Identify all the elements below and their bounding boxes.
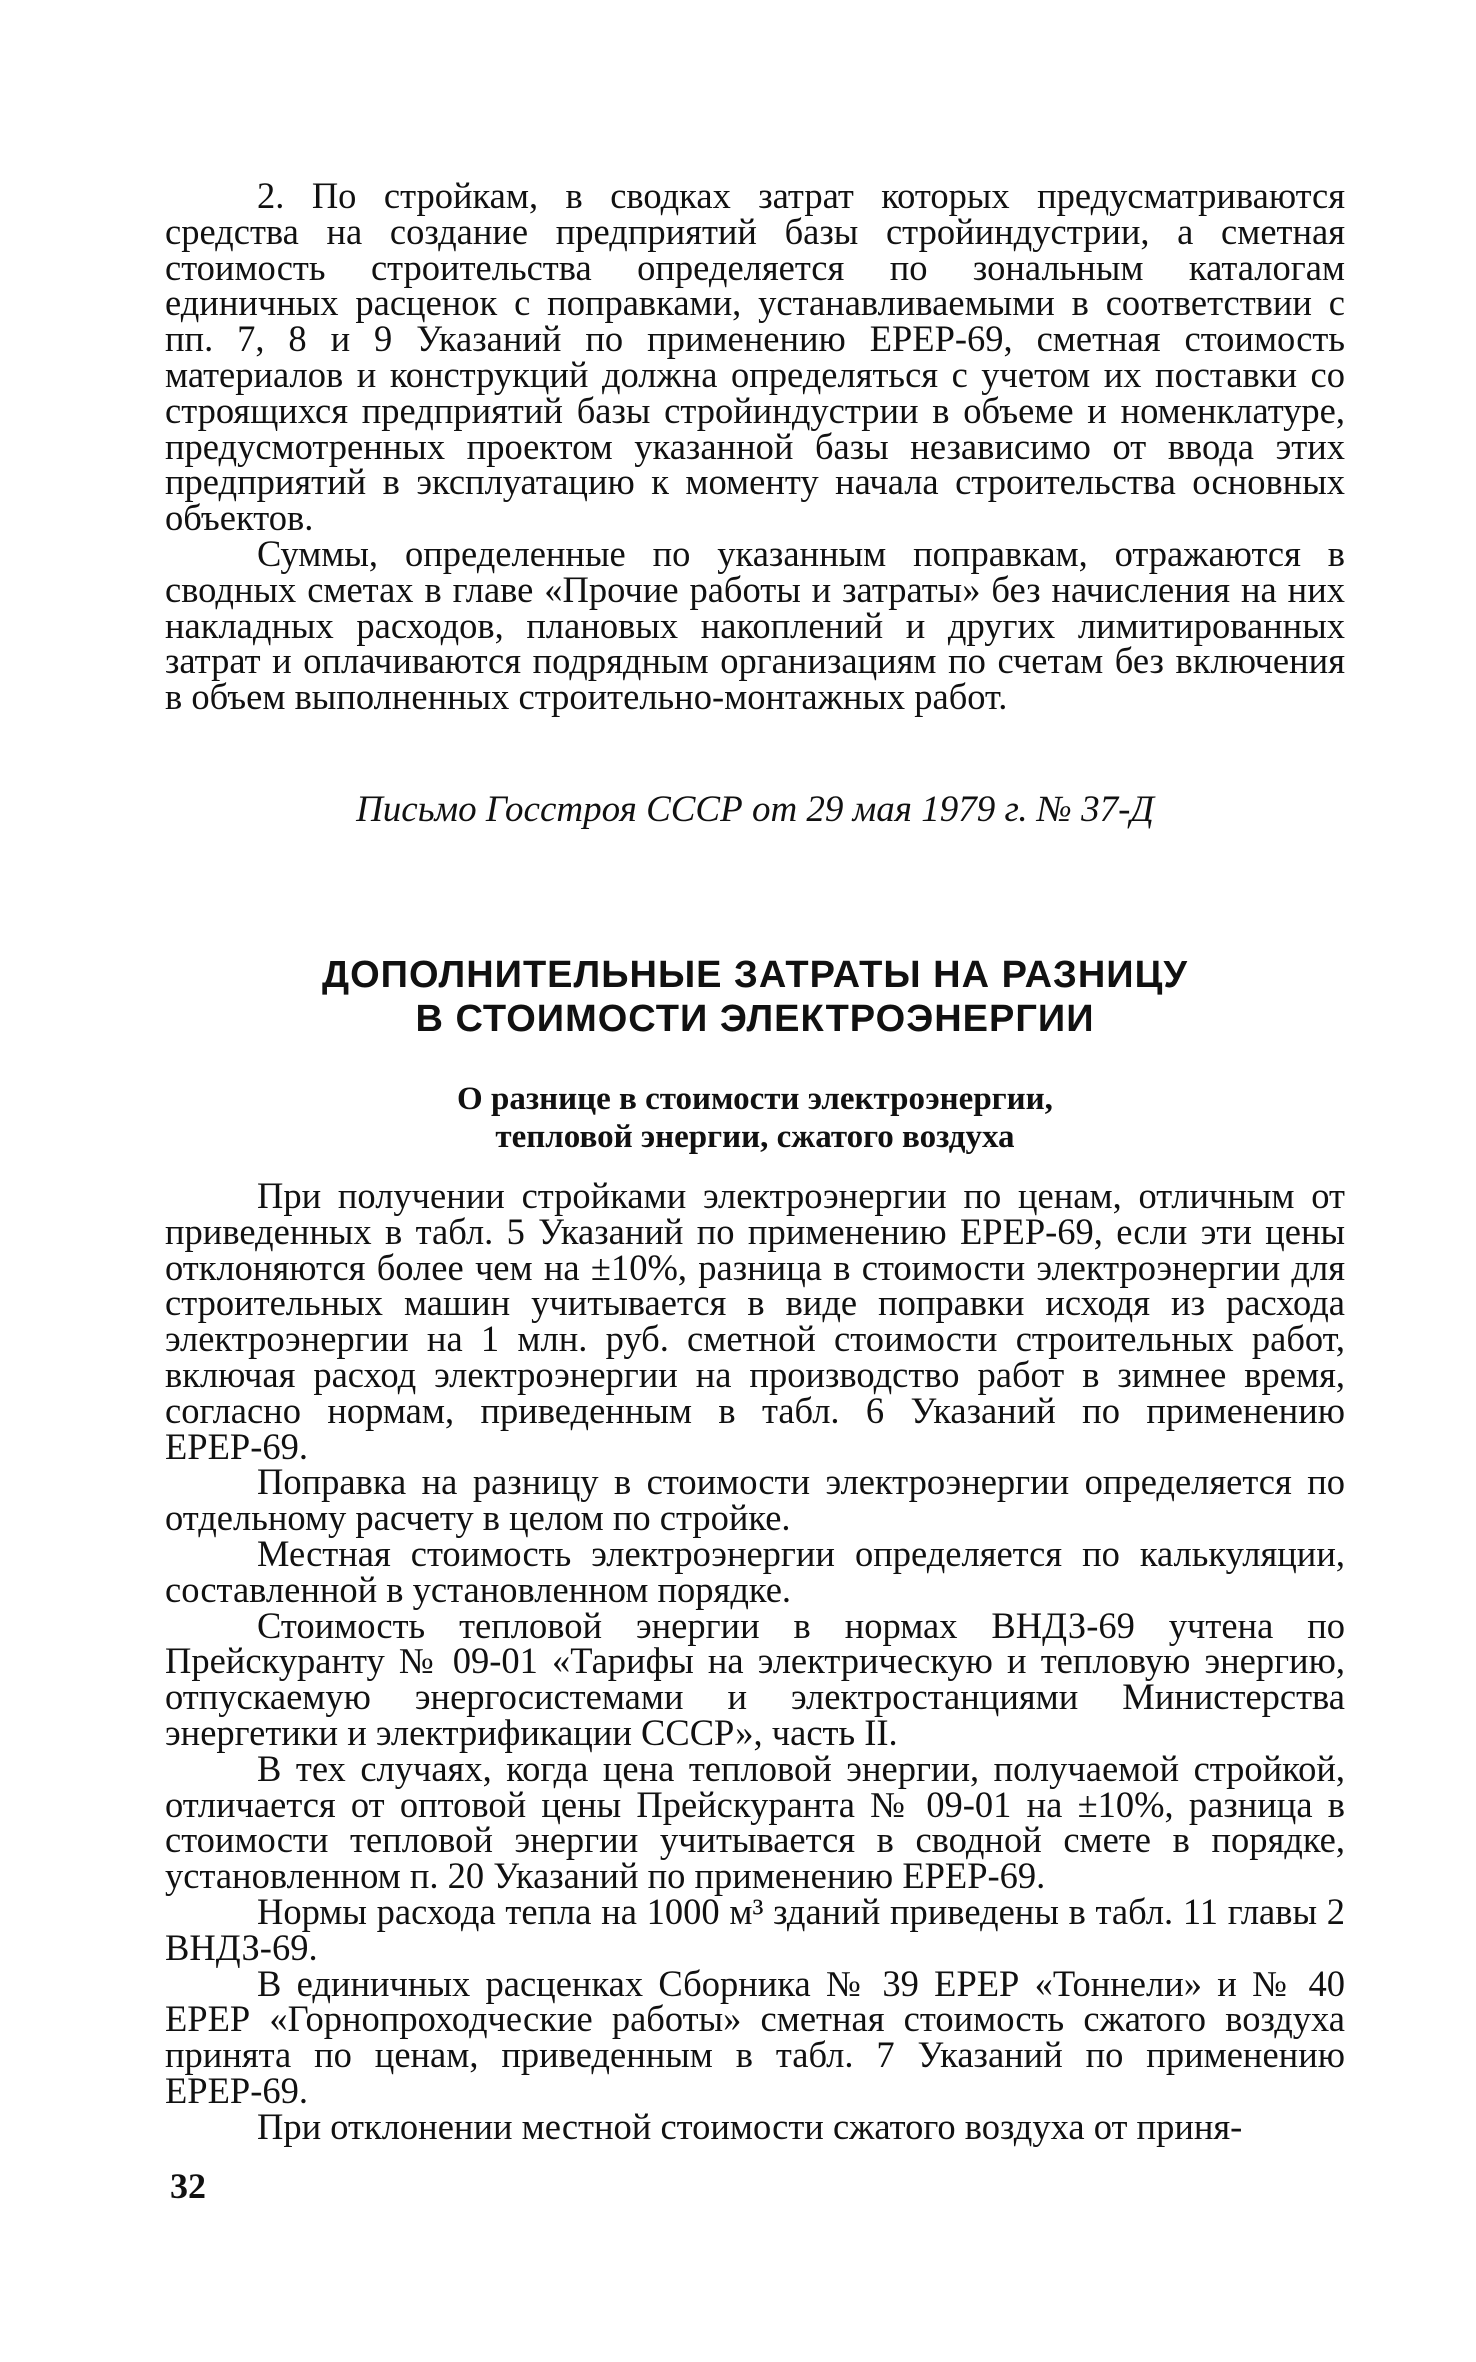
- page-number: 32: [170, 2166, 206, 2206]
- paragraph: Поправка на разницу в стоимости электроэнергии определяется по отдельному расчету в целом по стройке.: [165, 1461, 1345, 1539]
- text-block-main: [165, 1175, 1345, 2147]
- section-title-line: ДОПОЛНИТЕЛЬНЫЕ ЗАТРАТЫ НА РАЗНИЦУ: [322, 954, 1188, 996]
- paragraph: Суммы, определенные по указанным поправкам, отражаются в сводных сметах в главе «Прочие работы и затраты» без начисления на них накладных расходов, плановых накоплений и других лимитированных затрат и оплачиваются подрядным организациям по счетам без включения в объем выполненных строительно-монтажных работ.: [165, 532, 1345, 718]
- subtitle-line: О разнице в стоимости электроэнергии,: [457, 1081, 1053, 1117]
- subtitle-line: тепловой энергии, сжатого воздуха: [495, 1119, 1015, 1155]
- section-subtitle: [165, 1080, 1345, 1156]
- citation: Письмо Госстроя СССР от 29 мая 1979 г. № 37-Д: [356, 789, 1154, 830]
- paragraph: 2. По стройкам, в сводках затрат которых предусматриваются средства на создание предприятий базы стройиндустрии, а сметная стоимость строительства определяется по зональным каталогам единичных расценок с поправками, устанавливаемыми в соответствии с пп. 7, 8 и 9 Указаний по применению ЕРЕР-69, сметная стоимость материалов и конструкций должна определяться с учетом их поставки со строящихся предприятий базы стройиндустрии в объеме и номенклатуре, предусмотренных проектом указанной базы независимо от ввода этих предприятий в эксплуатацию к моменту начала строительства основных объектов.: [165, 175, 1345, 539]
- paragraph: Стоимость тепловой энергии в нормах ВНДЗ-69 учтена по Прейскуранту № 09-01 «Тарифы на электрическую и тепловую энергию, отпускаемую энергосистемами и электростанциями Министерства энергетики и электрификации СССР», часть II.: [165, 1604, 1345, 1753]
- section-title: [165, 953, 1345, 1041]
- paragraph: Местная стоимость электроэнергии определяется по калькуляции, составленной в установленном порядке.: [165, 1532, 1345, 1610]
- section-title-line: В СТОИМОСТИ ЭЛЕКТРОЭНЕРГИИ: [415, 998, 1095, 1040]
- paragraph: В тех случаях, когда цена тепловой энергии, получаемой стройкой, отличается от оптовой цены Прейскуранта № 09-01 на ±10%, разница в стоимости тепловой энергии учитывается в сводной смете в порядке, установленном п. 20 Указаний по применению ЕРЕР-69.: [165, 1747, 1345, 1897]
- text-block-top: [165, 175, 1345, 718]
- paragraph: При отклонении местной стоимости сжатого воздуха от приня-: [257, 2105, 1243, 2147]
- paragraph: Нормы расхода тепла на 1000 м³ зданий приведены в табл. 11 главы 2 ВНДЗ-69.: [165, 1890, 1345, 1968]
- paragraph: В единичных расценках Сборника № 39 ЕРЕР «Тоннели» и № 40 ЕРЕР «Горнопроходческие работы» сметная стоимость сжатого воздуха принята по ценам, приведенным в табл. 7 Указаний по применению ЕРЕР-69.: [165, 1962, 1345, 2111]
- paragraph: При получении стройками электроэнергии по ценам, отличным от приведенных в табл. 5 Указаний по применению ЕРЕР-69, если эти цены отклоняются более чем на ±10%, разница в стоимости электроэнергии для строительных машин учитывается в виде поправки исходя из расхода электроэнергии на 1 млн. руб. сметной стоимости строительных работ, включая расход электроэнергии на производство работ в зимнее время, согласно нормам, приведенным в табл. 6 Указаний по применению ЕРЕР-69.: [165, 1175, 1345, 1467]
